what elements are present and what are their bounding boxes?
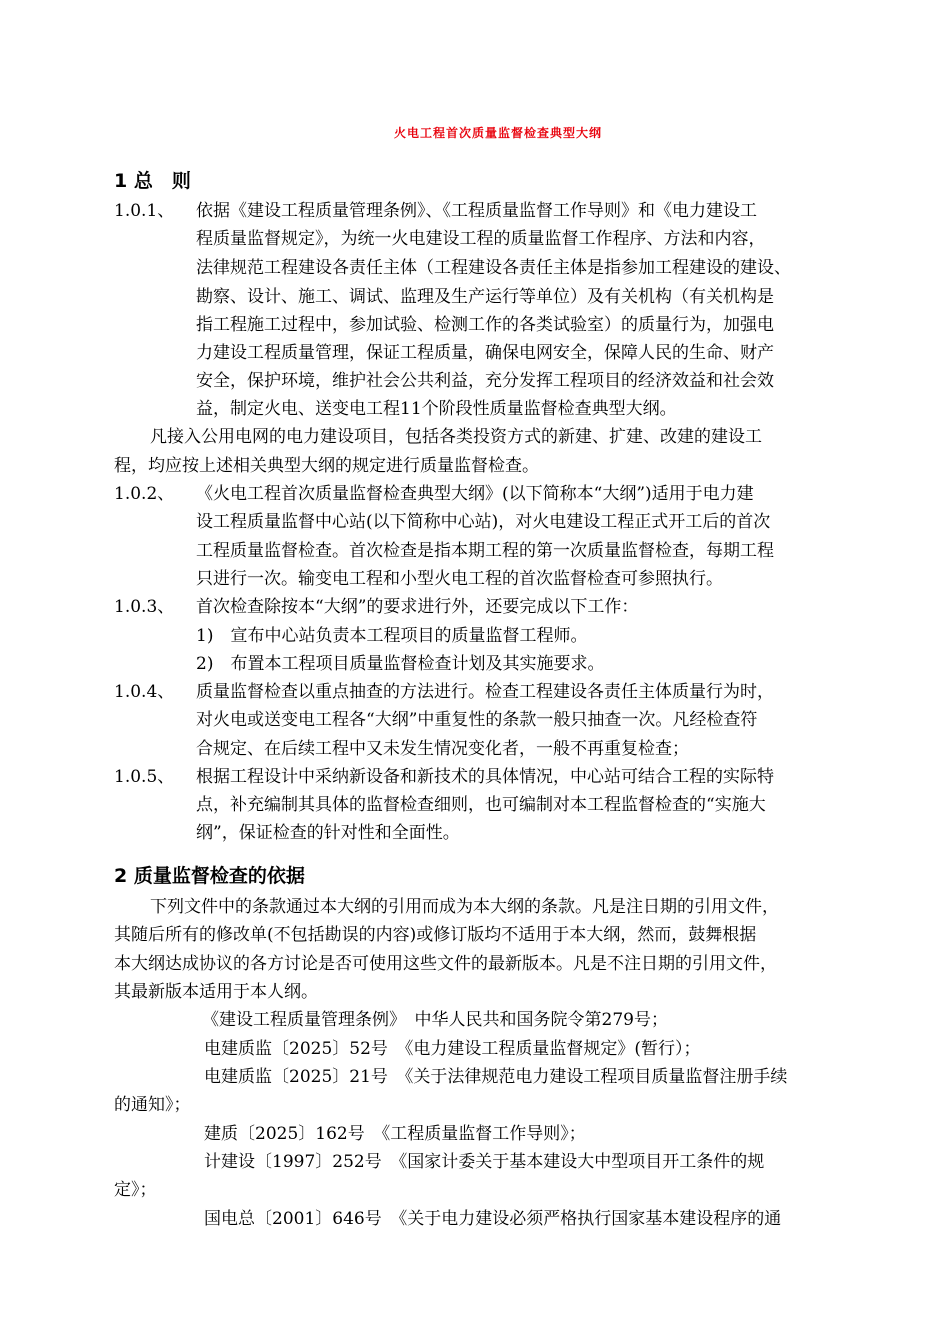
clause-1-0-3-subitem: 1) 宣布中心站负责本工程项目的质量监督工程师。 [196,626,588,646]
clause-1-0-5-line: 根据工程设计中采纳新设备和新技术的具体情况，中心站可结合工程的实际特 [196,767,774,787]
paragraph-line: 凡接入公用电网的电力建设项目，包括各类投资方式的新建、扩建、改建的建设工 [150,427,762,447]
paragraph-line: 下列文件中的条款通过本大纲的引用而成为本大纲的条款。凡是注日期的引用文件， [150,897,779,917]
clause-1-0-1-line: 力建设工程质量管理，保证工程质量，确保电网安全，保障人民的生命、财产 [196,343,774,363]
section-1-heading: 1 总 则 [114,170,191,192]
clause-1-0-4-line: 合规定、在后续工程中又未发生情况变化者，一般不再重复检查； [196,739,689,759]
clause-1-0-1-line: 依据《建设工程质量管理条例》、《工程质量监督工作导则》和《电力建设工 [196,201,757,221]
paragraph-line: 程，均应按上述相关典型大纲的规定进行质量监督检查。 [114,456,539,476]
paragraph-line: 其随后所有的修改单(不包括勘误的内容)或修订版均不适用于本大纲，然而，鼓舞根据 [114,925,757,945]
clause-1-0-3-line: 首次检查除按本“大纲”的要求进行外，还要完成以下工作： [196,597,639,617]
clause-1-0-1-line: 益，制定火电、送变电工程11个阶段性质量监督检查典型大纲。 [196,399,677,419]
clause-1-0-2-number: 1.0.2、 [114,484,175,504]
paragraph-line: 本大纲达成协议的各方讨论是否可使用这些文件的最新版本。凡是不注日期的引用文件， [114,954,777,974]
clause-1-0-1-line: 指工程施工过程中，参加试验、检测工作的各类试验室）的质量行为，加强电 [196,315,774,335]
clause-1-0-2-line: 工程质量监督检查。首次检查是指本期工程的第一次质量监督检查，每期工程 [196,541,774,561]
reference-item: 电建质监〔2025〕52号 《电力建设工程质量监督规定》(暂行）； [204,1039,701,1059]
clause-1-0-1-line: 程质量监督规定》，为统一火电建设工程的质量监督工作程序、方法和内容， [196,229,766,249]
clause-1-0-3-subitem: 2) 布置本工程项目质量监督检查计划及其实施要求。 [196,654,605,674]
clause-1-0-5-line: 纲”，保证检查的针对性和全面性。 [196,823,460,843]
clause-1-0-1-line: 法律规范工程建设各责任主体（工程建设各责任主体是指参加工程建设的建设、 [196,258,791,278]
section-2-heading: 2 质量监督检查的依据 [114,865,305,887]
clause-1-0-1-number: 1.0.1、 [114,201,175,221]
clause-1-0-2-line: 设工程质量监督中心站(以下简称中心站)，对火电建设工程正式开工后的首次 [196,512,771,532]
clause-1-0-1-line: 勘察、设计、施工、调试、监理及生产运行等单位）及有关机构（有关机构是 [196,287,774,307]
reference-item: 国电总〔2001〕646号 《关于电力建设必须严格执行国家基本建设程序的通 [204,1209,782,1229]
clause-1-0-5-line: 点，补充编制其具体的监督检查细则，也可编制对本工程监督检查的“实施大 [196,795,766,815]
document-title: 火电工程首次质量监督检查典型大纲 [393,126,602,140]
clause-1-0-5-number: 1.0.5、 [114,767,175,787]
reference-item-continuation: 定》； [114,1180,157,1200]
reference-item: 电建质监〔2025〕21号 《关于法律规范电力建设工程项目质量监督注册手续 [204,1067,788,1087]
clause-1-0-4-line: 对火电或送变电工程各“大纲”中重复性的条款一般只抽查一次。凡经检查符 [196,710,758,730]
paragraph-line: 其最新版本适用于本人纲。 [114,982,318,1002]
reference-item: 建质〔2025〕162号 《工程质量监督工作导则》； [204,1124,586,1144]
clause-1-0-2-line: 只进行一次。输变电工程和小型火电工程的首次监督检查可参照执行。 [196,569,723,589]
reference-item: 《建设工程质量管理条例》 中华人民共和国务院令第279号； [202,1010,668,1030]
clause-1-0-2-line: 《火电工程首次质量监督检查典型大纲》(以下简称本“大纲”)适用于电力建 [196,484,754,504]
clause-1-0-3-number: 1.0.3、 [114,597,175,617]
clause-1-0-4-line: 质量监督检查以重点抽查的方法进行。检查工程建设各责任主体质量行为时， [196,682,774,702]
reference-item: 计建设〔1997〕252号 《国家计委关于基本建设大中型项目开工条件的规 [204,1152,765,1172]
clause-1-0-4-number: 1.0.4、 [114,682,175,702]
clause-1-0-1-line: 安全，保护环境，维护社会公共利益，充分发挥工程项目的经济效益和社会效 [196,371,774,391]
reference-item-continuation: 的通知》； [114,1095,191,1115]
